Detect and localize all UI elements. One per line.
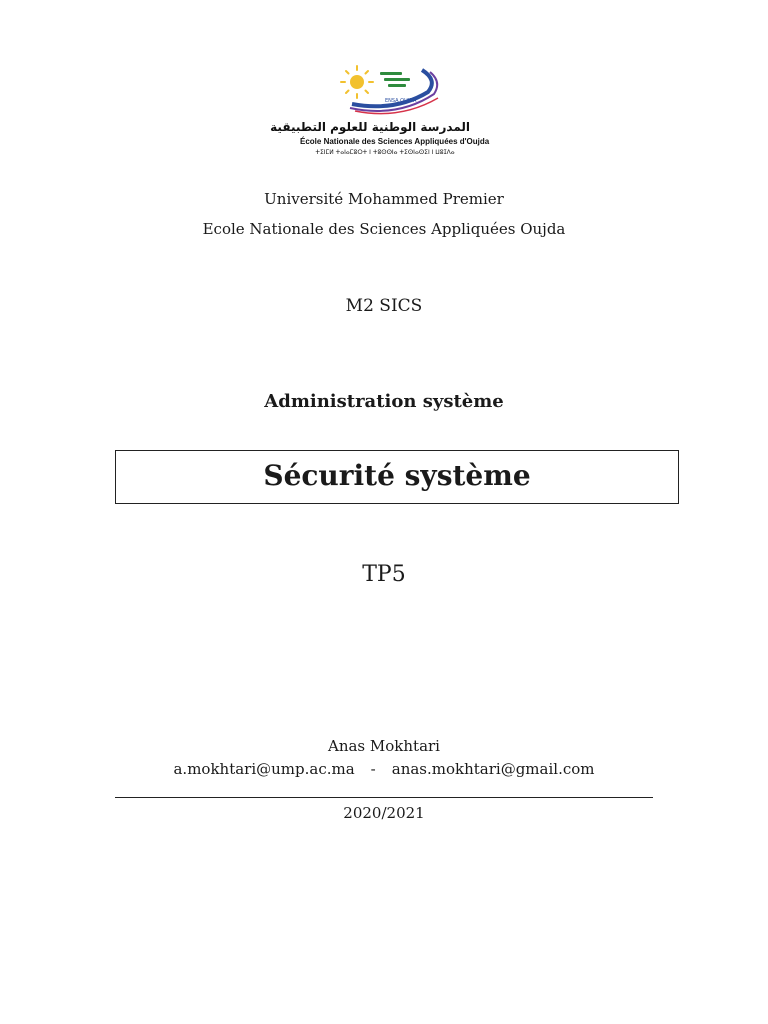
university-name: Université Mohammed Premier [264,190,504,208]
author-name: Anas Mokhtari [328,737,440,755]
horizontal-rule [115,797,653,798]
school-name: Ecole Nationale des Sciences Appliquées Oujda [202,220,566,238]
lab-number: TP5 [362,562,406,587]
logo-tifinagh-name: ⵜⵉⵏⵎⵍ ⵜⴰⵏⴰⵎⵓⵔⵜ ⵏ ⵜⵓⵙⵙⵏⴰ ⵜⵉⵙⵏⴰⵙⵉⵏ ⵏ ⵡⵓⵊⴷⴰ [315,149,455,156]
secondary-email: anas.mokhtari@gmail.com [391,760,595,778]
school-logo [270,62,490,162]
arc-swoosh [350,70,438,114]
logo-french-name: École Nationale des Sciences Appliquées d'Oujda [300,137,490,146]
university-mark [380,72,410,87]
logo-arabic-name: المدرسة الوطنية للعلوم التطبيقية [270,120,470,134]
author-emails [0,760,768,778]
sun-icon [341,66,373,98]
course-title: Administration système [264,391,504,412]
primary-email: a.mokhtari@ump.ac.ma [173,760,355,778]
document-title: Sécurité système [263,459,531,492]
academic-year: 2020/2021 [343,804,425,822]
email-separator: - [370,760,376,778]
program-name: M2 SICS [345,296,423,316]
school-emblem [300,62,470,120]
arc-caption: ENSA OUJDA [385,98,417,104]
title-box [115,450,679,504]
